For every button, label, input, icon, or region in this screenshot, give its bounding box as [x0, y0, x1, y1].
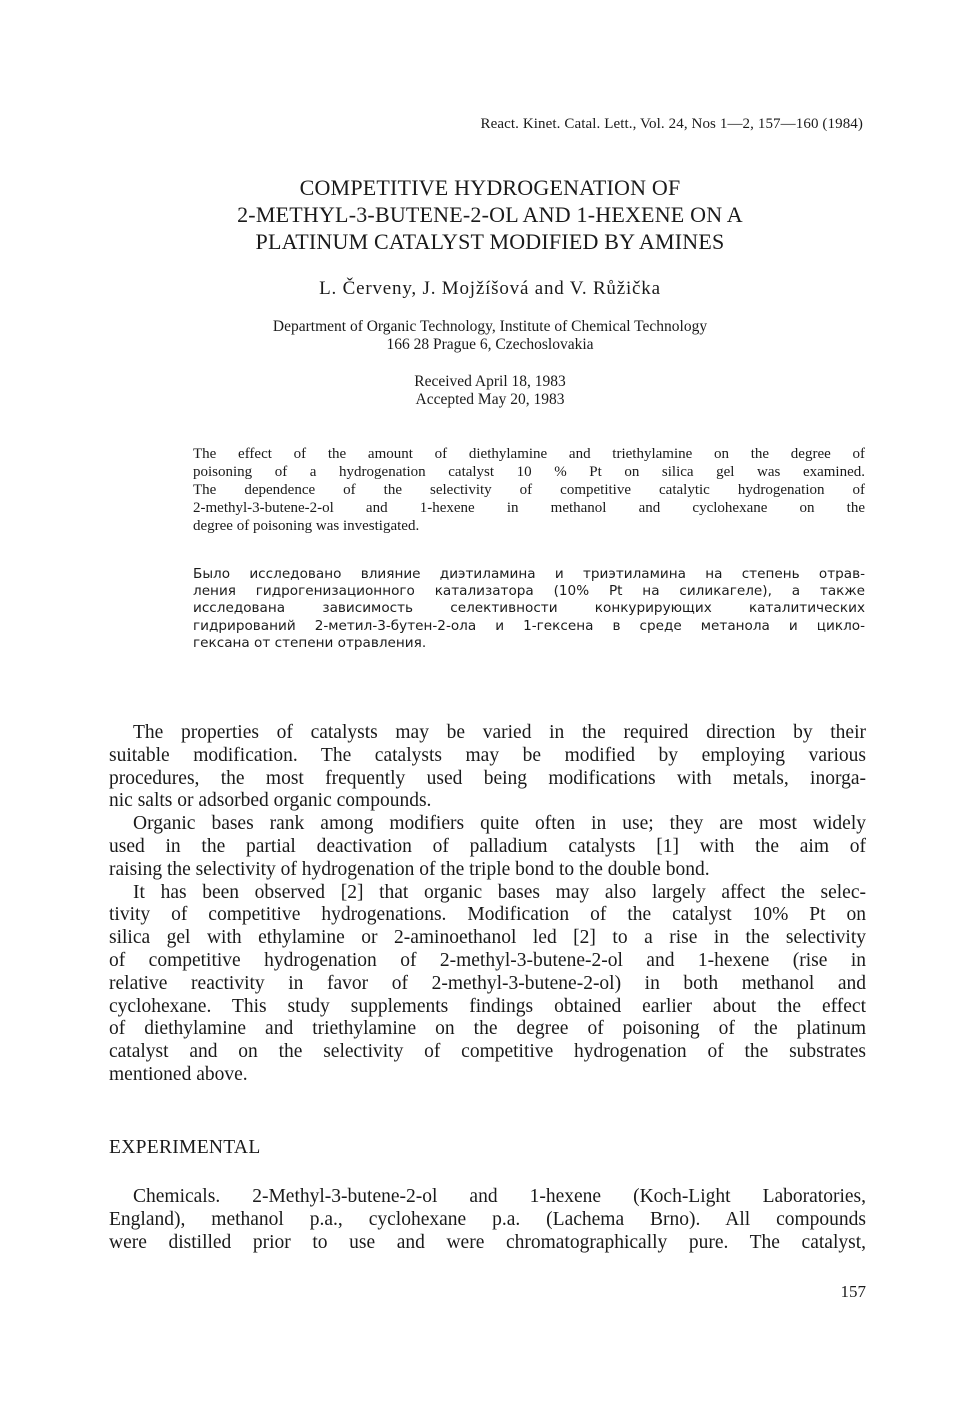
- author-list: L. Červeny, J. Mojžíšová and V. Růžička: [319, 278, 661, 299]
- page-number: 157: [840, 1282, 866, 1301]
- abstract-line: The dependence of the selectivity of competitive catalytic hydrogenation of: [193, 482, 865, 498]
- journal-reference: React. Kinet. Catal. Lett., Vol. 24, Nos 1—2, 157—160 (1984): [480, 116, 863, 132]
- title-line: 2-METHYL-3-BUTENE-2-OL AND 1-HEXENE ON A: [237, 202, 743, 227]
- body-line: silica gel with ethylamine or 2-aminoethanol led [2] to a rise in the selectivity: [109, 927, 866, 949]
- abstract-line: гексана от степени отравления.: [193, 634, 427, 651]
- accepted-date: Accepted May 20, 1983: [415, 391, 565, 408]
- body-line: procedures, the most frequently used being modifications with metals, inorga-: [109, 767, 866, 789]
- paper-title: [120, 174, 860, 255]
- body-line: England), methanol p.a., cyclohexane p.a. (Lachema Brno). All compounds: [109, 1208, 866, 1230]
- body-line: were distilled prior to use and were chromatographically pure. The catalyst,: [109, 1231, 866, 1253]
- body-line: nic salts or adsorbed organic compounds.: [109, 790, 432, 812]
- affiliation: [120, 318, 860, 354]
- abstract-line: 2-methyl-3-butene-2-ol and 1-hexene in methanol and cyclohexane on the: [193, 500, 865, 516]
- body-line: of diethylamine and triethylamine on the degree of poisoning of the platinum: [109, 1018, 866, 1040]
- abstract-line: ления гидрогенизационного катализатора (10% Pt на силикагеле), а также: [193, 583, 865, 600]
- title-line: COMPETITIVE HYDROGENATION OF: [299, 175, 681, 200]
- body-line: The properties of catalysts may be varied in the required direction by their: [133, 722, 866, 743]
- abstract-line: исследована зависимость селективности конкурирующих каталитических: [193, 600, 865, 617]
- section-heading: EXPERIMENTAL: [109, 1137, 261, 1158]
- body-line: relative reactivity in favor of 2-methyl-3-butene-2-ol) in both methanol and: [109, 972, 866, 994]
- abstract-line: Было исследовано влияние диэтиламина и триэтиламина на степень отрав-: [193, 566, 865, 582]
- body-line: Organic bases rank among modifiers quite often in use; they are most widely: [133, 813, 866, 835]
- submission-dates: [120, 373, 860, 409]
- body-line: Chemicals. 2-Methyl-3-butene-2-ol and 1-hexene (Koch-Light Laboratories,: [133, 1186, 866, 1207]
- received-date: Received April 18, 1983: [414, 373, 566, 390]
- body-line: cyclohexane. This study supplements findings obtained earlier about the effect: [109, 995, 866, 1017]
- abstract-line: The effect of the amount of diethylamine and triethylamine on the degree of: [193, 446, 865, 462]
- affiliation-line: Department of Organic Technology, Institute of Chemical Technology: [272, 318, 708, 335]
- body-line: suitable modification. The catalysts may be modified by employing various: [109, 744, 866, 766]
- body-line: of competitive hydrogenation of 2-methyl-3-butene-2-ol and 1-hexene (rise in: [109, 949, 866, 971]
- experimental-text: [109, 1186, 866, 1254]
- abstract-line: гидрирований 2-метил-3-бутен-2-ола и 1-гексена в среде метанола и цикло-: [193, 617, 865, 634]
- abstract-line: poisoning of a hydrogenation catalyst 10 % Pt on silica gel was examined.: [193, 464, 865, 480]
- body-line: tivity of competitive hydrogenations. Modification of the catalyst 10% Pt on: [109, 904, 866, 926]
- body-line: used in the partial deactivation of palladium catalysts [1] with the aim of: [109, 835, 866, 857]
- affiliation-line: 166 28 Prague 6, Czechoslovakia: [386, 336, 594, 353]
- body-line: catalyst and on the selectivity of competitive hydrogenation of the substrates: [109, 1041, 866, 1063]
- abstract-russian: [193, 566, 865, 652]
- body-line: It has been observed [2] that organic bases may also largely affect the selec-: [133, 881, 866, 903]
- abstract-english: [193, 445, 865, 535]
- body-line: mentioned above.: [109, 1063, 248, 1085]
- title-line: PLATINUM CATALYST MODIFIED BY AMINES: [255, 229, 725, 254]
- introduction-text: [109, 722, 866, 1087]
- body-line: raising the selectivity of hydrogenation of the triple bond to the double bond.: [109, 858, 710, 880]
- abstract-line: degree of poisoning was investigated.: [193, 518, 420, 534]
